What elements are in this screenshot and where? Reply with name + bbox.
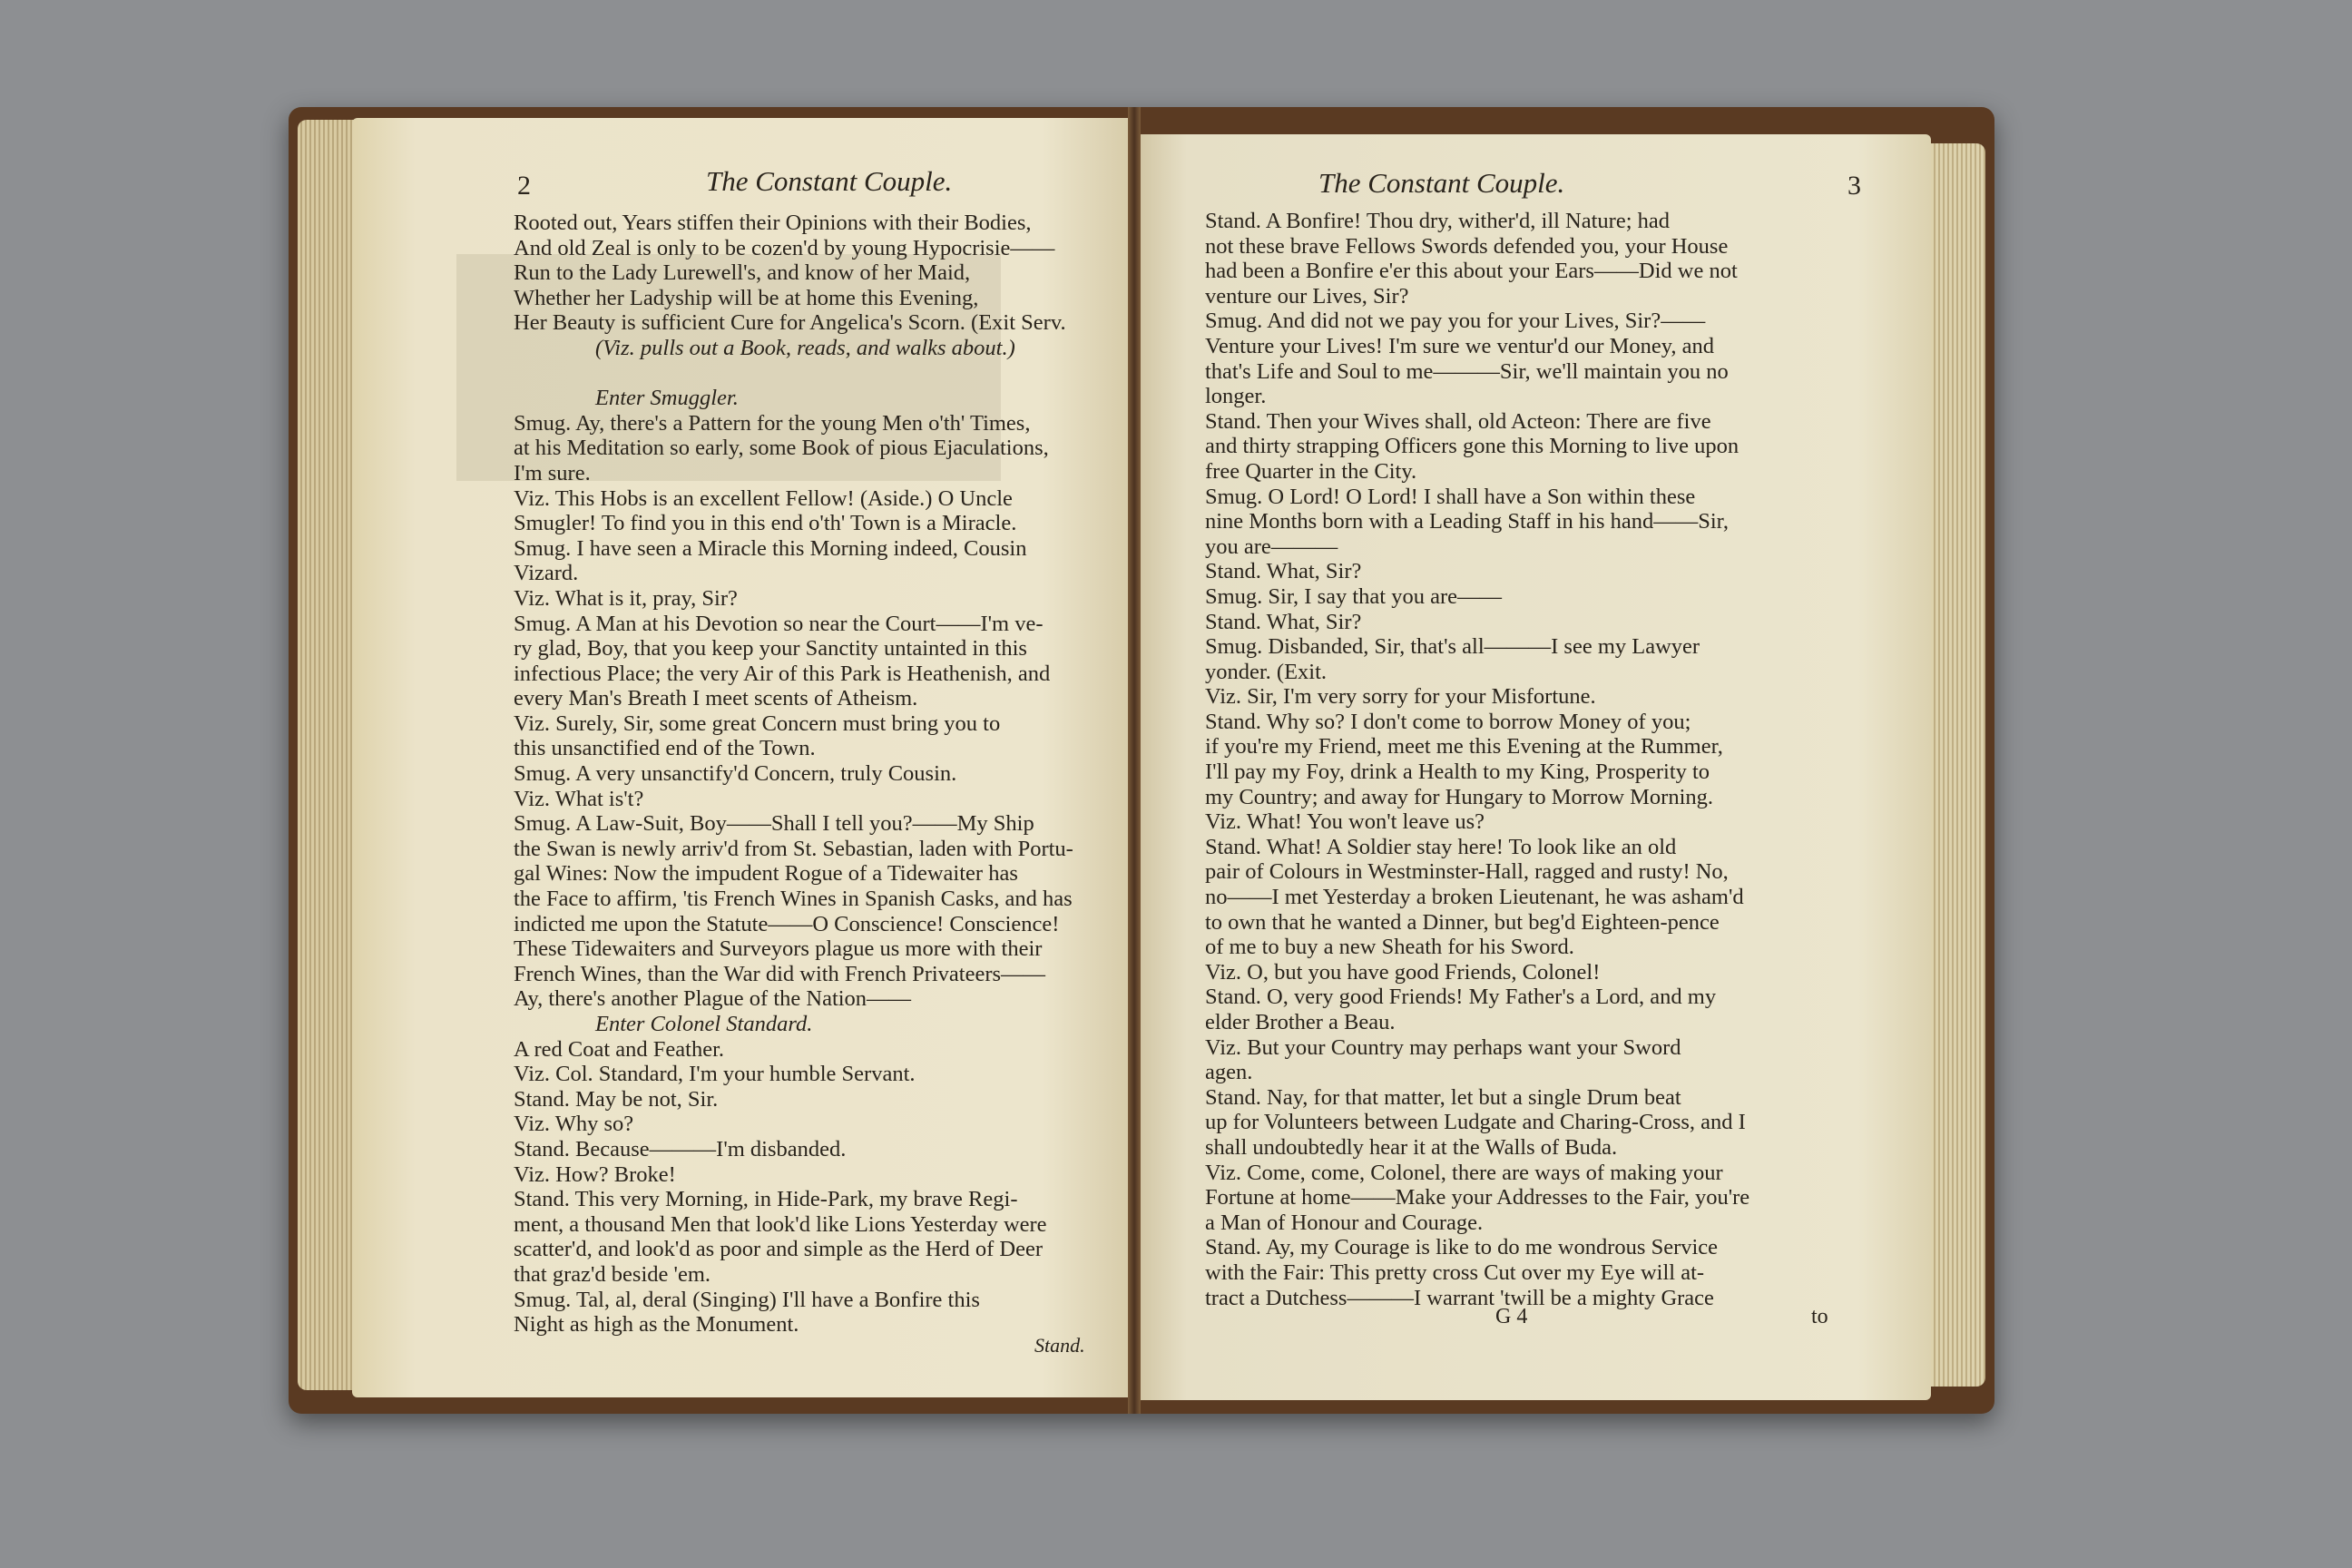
text-line: I'll pay my Foy, drink a Health to my King, Prosperity to	[1205, 760, 1710, 785]
text-line: not these brave Fellows Swords defended you, your House	[1205, 233, 1729, 259]
text-line: yonder. (Exit.	[1205, 659, 1328, 684]
page-edges-right	[1922, 143, 1985, 1387]
text-line: every Man's Breath I meet scents of Atheism.	[514, 686, 918, 711]
text-line: ment, a thousand Men that look'd like Lions Yesterday were	[514, 1211, 1047, 1237]
text-line: Viz. Why so?	[514, 1112, 634, 1137]
catchword: to	[1811, 1305, 1828, 1328]
text-line: Smug. O Lord! O Lord! I shall have a Son within these	[1205, 484, 1696, 509]
text-line: Night as high as the Monument.	[514, 1312, 799, 1338]
text-line: Run to the Lady Lurewell's, and know of her Maid,	[514, 260, 971, 286]
text-line: Viz. Sir, I'm very sorry for your Misfortune.	[1205, 684, 1596, 710]
text-line: ry glad, Boy, that you keep your Sanctity untainted in this	[514, 636, 1027, 662]
text-line: (Viz. pulls out a Book, reads, and walks about.)	[595, 335, 1015, 360]
text-line: if you're my Friend, meet me this Evening at the Rummer,	[1205, 734, 1723, 760]
text-line: pair of Colours in Westminster-Hall, ragged and rusty! No,	[1205, 859, 1729, 885]
text-line: of me to buy a new Sheath for his Sword.	[1205, 935, 1574, 960]
text-line: Ay, there's another Plague of the Nation——	[514, 986, 912, 1012]
text-line: that graz'd beside 'em.	[514, 1261, 710, 1287]
text-line: Smug. A Law-Suit, Boy——Shall I tell you?——My Ship	[514, 811, 1034, 837]
text-line: Enter Colonel Standard.	[595, 1012, 813, 1036]
text-line: to own that he wanted a Dinner, but beg'd Eighteen-pence	[1205, 909, 1720, 935]
text-line: Stand. Because———I'm disbanded.	[514, 1136, 847, 1161]
text-line: Smug. I have seen a Miracle this Morning indeed, Cousin	[514, 535, 1027, 561]
text-line: Viz. How? Broke!	[514, 1161, 676, 1187]
text-line: agen.	[1205, 1060, 1253, 1085]
text-line: nine Months born with a Leading Staff in his hand——Sir,	[1205, 509, 1729, 534]
text-line: Stand. Then your Wives shall, old Acteon: There are five	[1205, 408, 1711, 434]
text-line: Smug. A very unsanctify'd Concern, truly Cousin.	[514, 761, 957, 787]
text-line: indicted me upon the Statute——O Conscience! Conscience!	[514, 911, 1060, 936]
text-line: the Face to affirm, 'tis French Wines in Spanish Casks, and has	[514, 887, 1073, 912]
text-line: the Swan is newly arriv'd from St. Sebastian, laden with Portu-	[514, 836, 1073, 861]
text-line: free Quarter in the City.	[1205, 458, 1417, 484]
running-head: The Constant Couple.	[1318, 167, 1565, 199]
text-line: Her Beauty is sufficient Cure for Angelica's Scorn. (Exit Serv.	[514, 310, 1066, 336]
text-line: Viz. Surely, Sir, some great Concern must bring you to	[514, 710, 1001, 736]
text-line: Fortune at home——Make your Addresses to the Fair, you're	[1205, 1185, 1750, 1210]
text-line: Viz. O, but you have good Friends, Colonel!	[1205, 959, 1601, 985]
catchword: Stand.	[1034, 1334, 1085, 1357]
text-line: Smug. Sir, I say that you are——	[1205, 583, 1503, 609]
left-page	[352, 118, 1140, 1397]
text-line: Stand. O, very good Friends! My Father's a Lord, and my	[1205, 985, 1717, 1010]
text-line: that's Life and Soul to me———Sir, we'll maintain you no	[1205, 358, 1729, 384]
text-line: Smugler! To find you in this end o'th' Town is a Miracle.	[514, 511, 1017, 536]
text-line: a Man of Honour and Courage.	[1205, 1210, 1484, 1235]
text-line: this unsanctified end of the Town.	[514, 736, 816, 761]
text-line	[514, 361, 1103, 387]
text-line: Venture your Lives! I'm sure we ventur'd our Money, and	[1205, 333, 1715, 358]
text-line: Viz. Come, come, Colonel, there are ways of making your	[1205, 1160, 1723, 1185]
text-line: venture our Lives, Sir?	[1205, 283, 1409, 309]
text-line: Smug. Tal, al, deral (Singing) I'll have a Bonfire this	[514, 1287, 980, 1312]
signature-mark: G 4	[1495, 1305, 1528, 1328]
text-line: Smug. And did not we pay you for your Lives, Sir?——	[1205, 309, 1706, 334]
text-line: Smug. A Man at his Devotion so near the Court——I'm ve-	[514, 611, 1044, 636]
text-line: infectious Place; the very Air of this Park is Heathenish, and	[514, 661, 1051, 686]
text-line: tract a Dutchess———I warrant 'twill be a mighty Grace	[1205, 1285, 1714, 1310]
text-line: Viz. What is't?	[514, 786, 644, 811]
text-line: Viz. Col. Standard, I'm your humble Servant.	[514, 1062, 916, 1087]
text-line: Stand. Why so? I don't come to borrow Money of you;	[1205, 709, 1691, 734]
text-line: scatter'd, and look'd as poor and simple as the Herd of Deer	[514, 1237, 1044, 1262]
text-line: my Country; and away for Hungary to Morrow Morning.	[1205, 784, 1714, 809]
text-line: Smug. Ay, there's a Pattern for the young Men o'th' Times,	[514, 410, 1031, 436]
text-line: French Wines, than the War did with French Privateers——	[514, 961, 1046, 986]
right-page	[1132, 134, 1931, 1400]
text-line: up for Volunteers between Ludgate and Charing-Cross, and I	[1205, 1110, 1746, 1135]
text-line: no——I met Yesterday a broken Lieutenant, he was asham'd	[1205, 885, 1744, 910]
open-book	[289, 107, 1994, 1414]
text-line: elder Brother a Beau.	[1205, 1010, 1396, 1034]
text-line: and thirty strapping Officers gone this Morning to live upon	[1205, 434, 1740, 459]
text-line: you are———	[1205, 534, 1338, 559]
text-line: Stand. What, Sir?	[1205, 559, 1362, 584]
text-line: I'm sure.	[514, 460, 591, 485]
text-line: had been a Bonfire e'er this about your Ears——Did we not	[1205, 259, 1738, 284]
text-line: Viz. What is it, pray, Sir?	[514, 585, 738, 611]
text-line: Viz. What! You won't leave us?	[1205, 809, 1485, 835]
text-line: Vizard.	[514, 561, 579, 586]
text-line: Stand. A Bonfire! Thou dry, wither'd, ill Nature; had	[1205, 209, 1671, 233]
text-line: Rooted out, Years stiffen their Opinions with their Bodies,	[514, 211, 1032, 235]
text-line: Stand. May be not, Sir.	[514, 1086, 719, 1112]
text-line: And old Zeal is only to be cozen'd by young Hypocrisie——	[514, 235, 1055, 260]
page-text	[514, 211, 1103, 1338]
text-line: Stand. Nay, for that matter, let but a single Drum beat	[1205, 1084, 1681, 1110]
running-head: The Constant Couple.	[706, 165, 953, 197]
text-line: Enter Smuggler.	[595, 386, 739, 411]
text-line: Stand. This very Morning, in Hide-Park, my brave Regi-	[514, 1187, 1018, 1212]
text-line: shall undoubtedly hear it at the Walls of Buda.	[1205, 1134, 1618, 1160]
text-line: These Tidewaiters and Surveyors plague us more with their	[514, 936, 1043, 962]
text-line: Whether her Ladyship will be at home this Evening,	[514, 285, 979, 310]
text-line: longer.	[1205, 384, 1267, 409]
text-line: A red Coat and Feather.	[514, 1036, 725, 1062]
page-number: 3	[1847, 171, 1861, 201]
text-line: Smug. Disbanded, Sir, that's all———I see my Lawyer	[1205, 634, 1700, 660]
text-line: at his Meditation so early, some Book of pious Ejaculations,	[514, 436, 1049, 461]
text-line: Stand. What! A Soldier stay here! To look like an old	[1205, 834, 1677, 859]
text-line: Stand. Ay, my Courage is like to do me wondrous Service	[1205, 1235, 1719, 1260]
text-line: Stand. What, Sir?	[1205, 609, 1362, 634]
text-line: Viz. But your Country may perhaps want your Sword	[1205, 1034, 1681, 1060]
page-text	[1205, 209, 1831, 1310]
text-line: Viz. This Hobs is an excellent Fellow! (Aside.) O Uncle	[514, 485, 1013, 511]
page-number: 2	[517, 171, 531, 201]
text-line: gal Wines: Now the impudent Rogue of a Tidewaiter has	[514, 861, 1018, 887]
book-gutter	[1128, 107, 1141, 1414]
text-line: with the Fair: This pretty cross Cut over my Eye will at-	[1205, 1259, 1705, 1285]
